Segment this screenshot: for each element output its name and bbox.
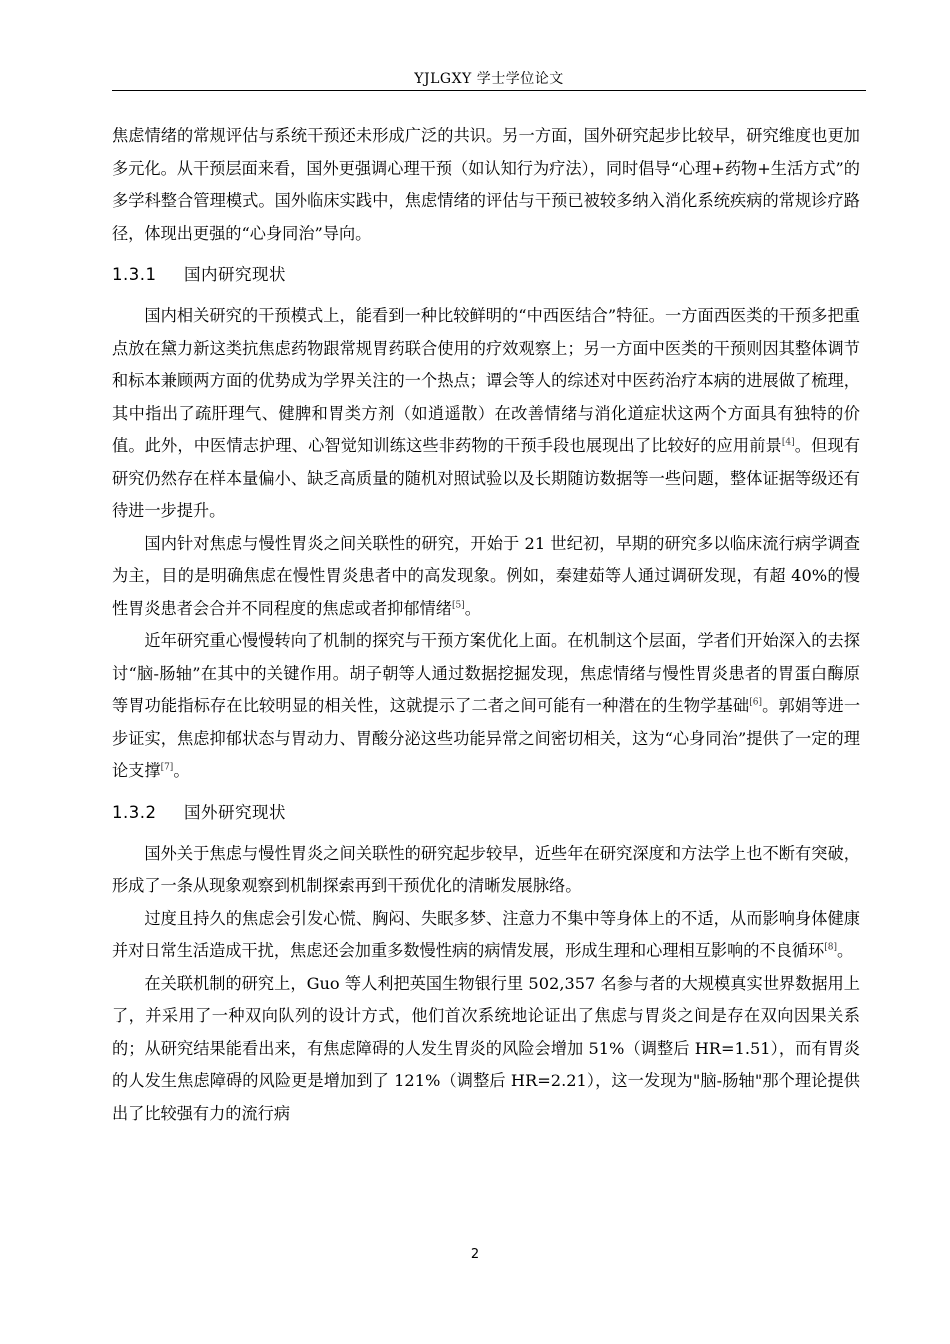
paragraph-text: 近年研究重心慢慢转向了机制的探究与干预方案优化上面。在机制这个层面，学者们开始深入的去探讨“脑-肠轴”在其中的关键作用。胡子朝等人通过数据挖掘发现，焦虑情绪与慢性胃炎患者的胃蛋白酶原等胃功能指标存在比较明显的相关性，这就提示了二者之间可能有一种潜在的生物学基础 bbox=[112, 631, 860, 715]
paragraph bbox=[112, 625, 860, 788]
paragraph bbox=[112, 528, 860, 626]
paragraph-text: 。 bbox=[837, 941, 854, 960]
paragraph bbox=[112, 903, 860, 968]
section-title: 国内研究现状 bbox=[184, 265, 286, 284]
paragraph-text: 。但现有研究仍然存在样本量偏小、缺乏高质量的随机对照试验以及长期随访数据等一些问题，整体证据等级还有待进一步提升。 bbox=[112, 436, 861, 520]
paragraph: 焦虑情绪的常规评估与系统干预还未形成广泛的共识。另一方面，国外研究起步比较早，研究维度也更加多元化。从干预层面来看，国外更强调心理干预（如认知行为疗法），同时倡导“心理+药物+生活方式”的多学科整合管理模式。国外临床实践中，焦虑情绪的评估与干预已被较多纳入消化系统疾病的常规诊疗路径，体现出更强的“心身同治”导向。 bbox=[112, 126, 860, 243]
section-number: 1.3.2 bbox=[112, 802, 157, 822]
paragraph-text: 。 bbox=[464, 598, 481, 618]
running-header: YJLGXY 学士学位论文 bbox=[414, 71, 564, 87]
paragraph: 国外关于焦虑与慢性胃炎之间关联性的研究起步较早，近些年在研究深度和方法学上也不断有突破，形成了一条从现象观察到机制探索再到干预优化的清晰发展脉络。 bbox=[112, 843, 860, 895]
section-number: 1.3.1 bbox=[112, 265, 157, 284]
page-body bbox=[112, 120, 860, 1130]
page-number: 2 bbox=[470, 1247, 480, 1262]
citation-ref[interactable]: [5] bbox=[451, 600, 465, 611]
header-rule bbox=[112, 90, 866, 91]
citation-ref[interactable]: [6] bbox=[749, 697, 762, 708]
section-heading-domestic bbox=[112, 260, 860, 290]
paragraph-text: 过度且持久的焦虑会引发心慌、胸闷、失眠多梦、注意力不集中等身体上的不适，从而影响身体健康并对日常生活造成干扰，焦虑还会加重多数慢性病的病情发展，形成生理和心理相互影响的不良循环 bbox=[112, 908, 860, 960]
paragraph-text: 。郭娟等进一步证实，焦虑抑郁状态与胃动力、胃酸分泌这些功能异常之间密切相关，这为“心身同治”提供了一定的理论支撑 bbox=[112, 696, 861, 780]
paragraph-text: 。 bbox=[173, 761, 190, 780]
citation-ref[interactable]: [4] bbox=[781, 437, 795, 448]
paragraph-text: 国内相关研究的干预模式上，能看到一种比较鲜明的“中西医结合”特征。一方面西医类的干预多把重点放在黛力新这类抗焦虑药物跟常规胃药联合使用的疗效观察上；另一方面中医类的干预则因其整体调节和标本兼顾两方面的优势成为学界关注的一个热点；谭会等人的综述对中医药治疗本病的进展做了梳理，其中指出了疏肝理气、健脾和胃类方剂（如逍遥散）在改善情绪与消化道症状这两个方面具有独特的价值。此外，中医情志护理、心智觉知训练这些非药物的干预手段也展现出了比较好的应用前景 bbox=[112, 306, 860, 455]
citation-ref[interactable]: [8] bbox=[824, 942, 837, 953]
paragraph bbox=[112, 300, 860, 528]
section-heading-foreign bbox=[112, 798, 860, 828]
section-title: 国外研究现状 bbox=[184, 802, 286, 822]
citation-ref[interactable]: [7] bbox=[160, 762, 174, 773]
paragraph: 在关联机制的研究上，Guo 等人利把英国生物银行里 502,357 名参与者的大规模真实世界数据用上了，并采用了一种双向队列的设计方式，他们首次系统地论证出了焦虑与胃炎之间是存在双向因果关系的；从研究结果能看出来，有焦虑障碍的人发生胃炎的风险会增加 51%（调整后 HR=1.51），而有胃炎的人发生焦虑障碍的风险更是增加到了 121%（调整后 HR=2.21），这一发现为"脑-肠轴"那个理论提供出了比较强有力的流行病 bbox=[112, 973, 860, 1123]
paragraph-text: 国内针对焦虑与慢性胃炎之间关联性的研究，开始于 21 世纪初，早期的研究多以临床流行病学调查为主，目的是明确焦虑在慢性胃炎患者中的高发现象。例如，秦建茹等人通过调研发现，有超 40%的慢性胃炎患者会合并不同程度的焦虑或者抑郁情绪 bbox=[112, 533, 860, 618]
